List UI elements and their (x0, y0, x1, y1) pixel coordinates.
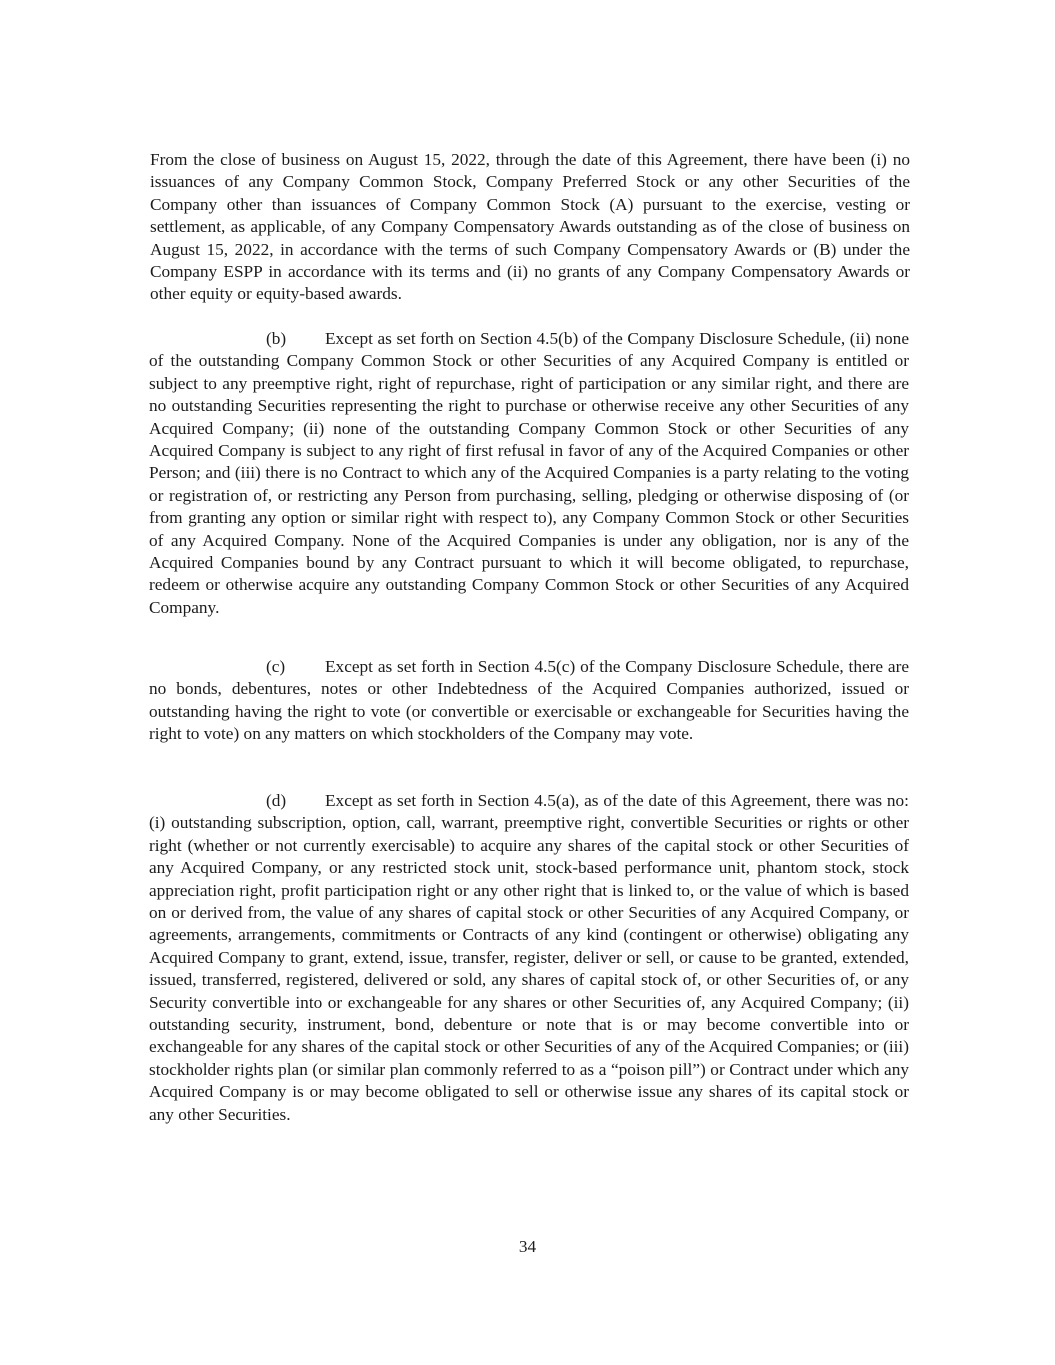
paragraph-d (149, 790, 909, 1126)
paragraph-text: Except as set forth in Section 4.5(c) of the Company Disclosure Schedule, there are no bonds, debentures, notes or other Indebtedness of the Acquired Companies authorized, issued or outstanding having the right to vote (or convertible or exercisable or exchangeable for Securities having the right to vote) on any matters on which stockholders of the Company may vote. (149, 657, 909, 744)
paragraph-b (149, 328, 909, 619)
paragraph-label: (c) (266, 657, 286, 676)
paragraph-label: (d) (266, 791, 287, 810)
paragraph-text: From the close of business on August 15, 2022, through the date of this Agreement, there have been (i) no issuances of any Company Common Stock, Company Preferred Stock or any other Securities of the Company other than issuances of Company Common Stock (A) pursuant to the exercise, vesting or settlement, as applicable, of any Company Compensatory Awards outstanding as of the close of business on August 15, 2022, in accordance with the terms of such Company Compensatory Awards or (B) under the Company ESPP in accordance with its terms and (ii) no grants of any Company Compensatory Awards or other equity or equity-based awards. (150, 150, 910, 304)
paragraph-label: (b) (266, 329, 287, 348)
paragraph-text: Except as set forth in Section 4.5(a), as of the date of this Agreement, there was no: (i) outstanding subscription, option, call, warrant, preemptive right, convertible Securities or rights or other right (whether or not currently exercisable) to acquire any shares of the capital stock or other Securities of any Acquired Company, or any restricted stock unit, stock-based performance unit, phantom stock, stock appreciation right, profit participation right or any other right that is linked to, or the value of which is based on or derived from, the value of any shares of capital stock or other Securities of any Acquired Company, or agreements, arrangements, commitments or Contracts of any kind (contingent or otherwise) obligating any Acquired Company to grant, extend, issue, transfer, register, deliver or sell, or cause to be granted, extended, issued, transferred, registered, delivered or sold, any shares of capital stock of, or other Securities of, or any Security convertible into or exchangeable for any shares or other Securities of, any Acquired Company; (ii) outstanding security, instrument, bond, debenture or note that is or may become convertible into or exchangeable for any shares of the capital stock or other Securities of any of the Acquired Companies; or (iii) stockholder rights plan (or similar plan commonly referred to as a “poison pill”) or Contract under which any Acquired Company is or may become obligated to sell or otherwise issue any shares of its capital stock or any other Securities. (149, 791, 909, 1124)
paragraph-c (149, 656, 909, 746)
paragraph-intro (150, 149, 910, 306)
paragraph-text: Except as set forth on Section 4.5(b) of the Company Disclosure Schedule, (ii) none of the outstanding Company Common Stock or other Securities of any Acquired Company is entitled or subject to any preemptive right, right of repurchase, right of participation or any similar right, and there are no outstanding Securities representing the right to purchase or otherwise receive any other Securities of any Acquired Company; (ii) none of the outstanding Company Common Stock or other Securities of any Acquired Company is subject to any right of first refusal in favor of any of the Acquired Companies or other Person; and (iii) there is no Contract to which any of the Acquired Companies is a party relating to the voting or registration of, or restricting any Person from purchasing, selling, pledging or otherwise disposing of (or from granting any option or similar right with respect to), any Company Common Stock or other Securities of any Acquired Company. None of the Acquired Companies is under any obligation, nor is any of the Acquired Companies bound by any Contract pursuant to which it will become obligated, to repurchase, redeem or otherwise acquire any outstanding Company Common Stock or other Securities of any Acquired Company. (149, 329, 909, 617)
page-number: 34 (518, 1237, 537, 1256)
